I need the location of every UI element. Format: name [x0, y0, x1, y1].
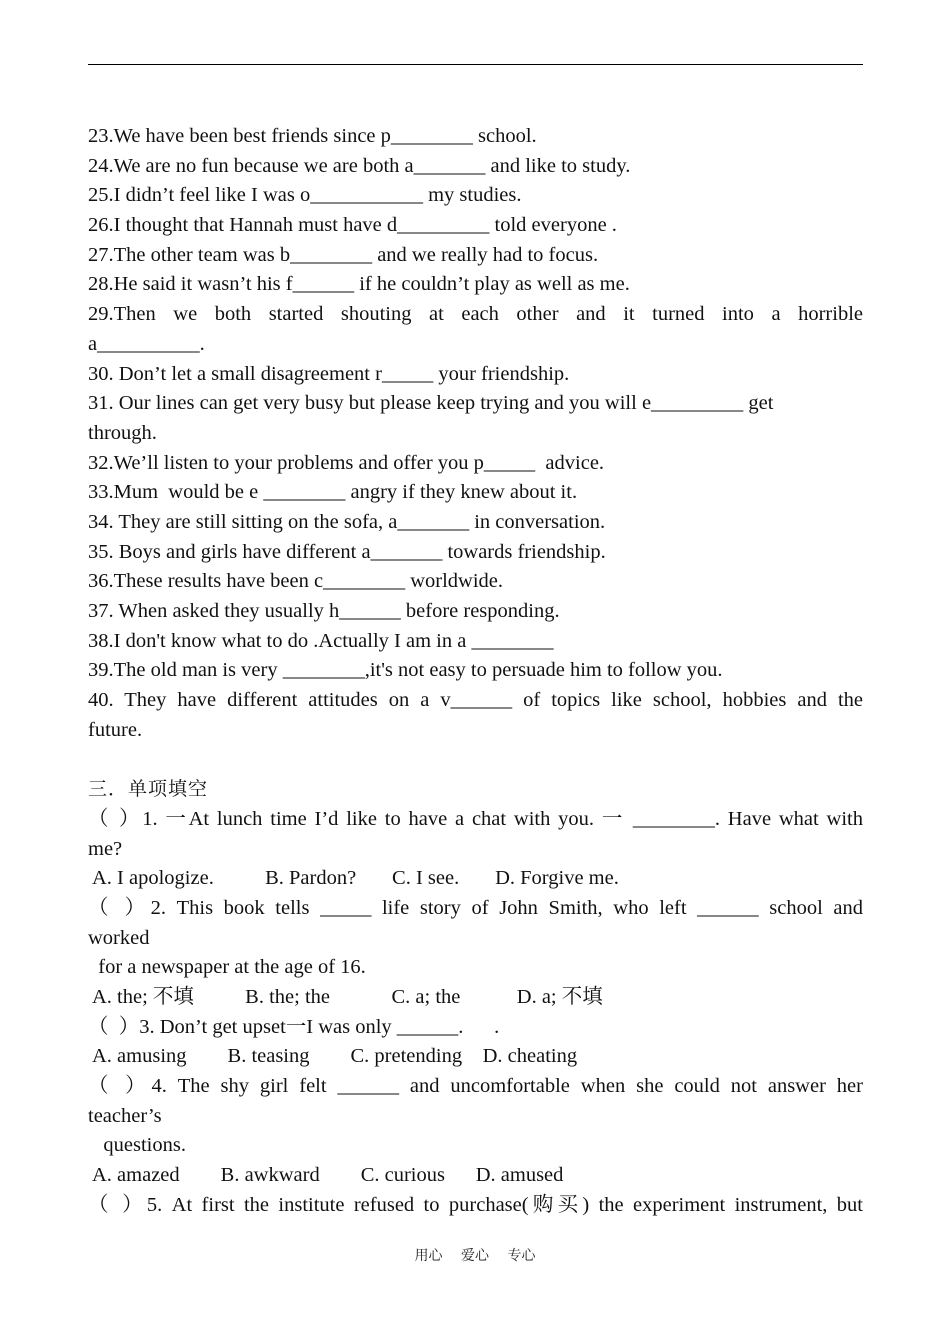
section-title: 三．单项填空	[88, 778, 209, 801]
question-27: 27.The other team was b________ and we really had to focus.	[88, 243, 599, 266]
question-26: 26.I thought that Hannah must have d_________ told everyone .	[88, 214, 617, 237]
mc-question-2: （ ）2. This book tells _____ life story of John Smith, who left ______ school and	[88, 896, 863, 919]
question-32: 32.We’ll listen to your problems and offer you p_____ advice.	[88, 451, 605, 474]
mc-question-2-cont: worked	[88, 926, 150, 949]
question-36: 36.These results have been c________ worldwide.	[88, 570, 504, 593]
question-31: 31. Our lines can get very busy but please keep trying and you will e_________ get	[88, 392, 774, 415]
mc-options-2: A. the; 不填 B. the; the C. a; the D. a; 不填	[88, 985, 603, 1008]
question-38: 38.I don't know what to do .Actually I am in a ________	[88, 629, 554, 652]
question-39: 39.The old man is very ________,it's not easy to persuade him to follow you.	[88, 659, 723, 682]
question-34: 34. They are still sitting on the sofa, a_______ in conversation.	[88, 510, 606, 533]
question-35: 35. Boys and girls have different a_______ towards friendship.	[88, 540, 606, 563]
mc-question-2-cont2: for a newspaper at the age of 16.	[88, 956, 366, 979]
page-footer: 用心 爱心 专心	[414, 1248, 536, 1264]
question-31-cont: through.	[88, 421, 157, 444]
mc-question-4-cont: teacher’s	[88, 1104, 162, 1127]
header-rule	[88, 64, 863, 65]
question-37: 37. When asked they usually h______ before responding.	[88, 600, 560, 622]
mc-options-4: A. amazed B. awkward C. curious D. amused	[88, 1164, 564, 1187]
question-30: 30. Don’t let a small disagreement r_____ your friendship.	[88, 362, 570, 385]
question-25: 25.I didn’t feel like I was o___________ my studies.	[88, 184, 522, 207]
question-23: 23.We have been best friends since p________ school.	[88, 125, 537, 147]
question-24: 24.We are no fun because we are both a_______ and like to study.	[88, 154, 631, 177]
question-40: 40. They have different attitudes on a v______ of topics like school, hobbies and the	[88, 689, 863, 712]
mc-question-3: （ ）3. Don’t get upset一I was only ______. .	[88, 1015, 500, 1038]
mc-question-4-cont2: questions.	[88, 1134, 186, 1157]
question-29: 29.Then we both started shouting at each other and it turned into a horrible	[88, 303, 863, 326]
mc-options-1: A. I apologize. B. Pardon? C. I see. D. Forgive me.	[88, 867, 619, 890]
question-28: 28.He said it wasn’t his f______ if he couldn’t play as well as me.	[88, 273, 630, 296]
question-29-cont: a__________.	[88, 332, 205, 355]
mc-question-5: （ ）5. At first the institute refused to purchase(购买) the experiment instrument, but	[88, 1193, 863, 1216]
mc-question-1-cont: me?	[88, 837, 123, 860]
spacer	[88, 745, 863, 775]
question-40-cont: future.	[88, 718, 143, 741]
question-33: 33.Mum would be e ________ angry if they knew about it.	[88, 481, 578, 504]
mc-question-4: （ ）4. The shy girl felt ______ and uncomfortable when she could not answer her	[88, 1075, 863, 1097]
document-body	[88, 122, 863, 1220]
mc-question-1: （ ）1. 一At lunch time I’d like to have a chat with you. 一 ________. Have what with	[88, 807, 863, 830]
mc-options-3: A. amusing B. teasing C. pretending D. cheating	[88, 1045, 578, 1068]
